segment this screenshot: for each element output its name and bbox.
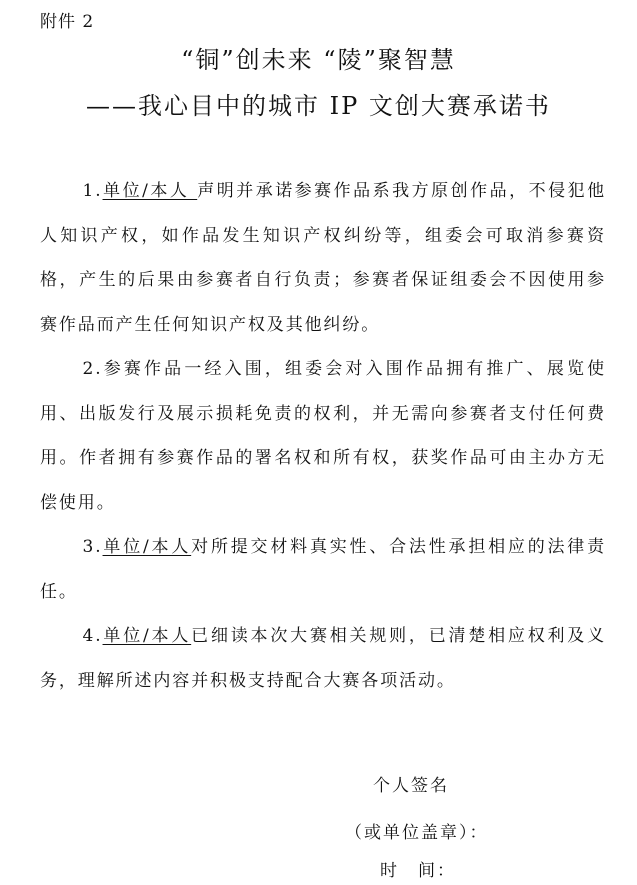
clause-2-text: 参赛作品一经入围，组委会对入围作品拥有推广、展览使用、出版发行及展示损耗免责的权利，并无需向参赛者支付任何费用。作者拥有参赛作品的署名权和所有权，获奖作品可由主办方无偿使用。 [40,359,606,513]
document-title-line-2: ——我心目中的城市 IP 文创大赛承诺书 [86,92,551,120]
clause-4 [40,614,606,703]
document-title-line-1: “铜”创未来 “陵”聚智慧 [181,46,456,74]
clause-3-text: 对所提交材料真实性、合法性承担相应的法律责任。 [40,537,606,602]
signature-seal-label: （或单位盖章）： [345,823,489,843]
clause-3-number: 3. [82,537,103,557]
clause-1-number: 1. [82,181,103,201]
clause-3-party: 单位/本人 [102,537,192,557]
clause-4-party: 单位/本人 [102,626,192,646]
clause-3 [40,525,606,614]
signature-name-label: 个人签名 [373,776,449,796]
clause-4-number: 4. [82,626,103,646]
clause-4-text: 已细读本次大赛相关规则，已清楚相应权利及义务，理解所述内容并积极支持配合大赛各项活动。 [40,626,606,691]
clause-2-number: 2. [82,359,103,379]
commitment-body [40,169,606,703]
signature-time-label: 时 间： [380,861,456,881]
clause-1-text: 声明并承诺参赛作品系我方原创作品，不侵犯他人知识产权，如作品发生知识产权纠纷等，组委会可取消参赛资格，产生的后果由参赛者自行负责；参赛者保证组委会不因使用参赛作品而产生任何知识产权及其他纠纷。 [40,181,606,335]
attachment-label: 附件 2 [40,12,95,32]
clause-1 [40,169,606,347]
clause-2 [40,347,606,525]
clause-1-party: 单位/本人 [102,181,198,201]
